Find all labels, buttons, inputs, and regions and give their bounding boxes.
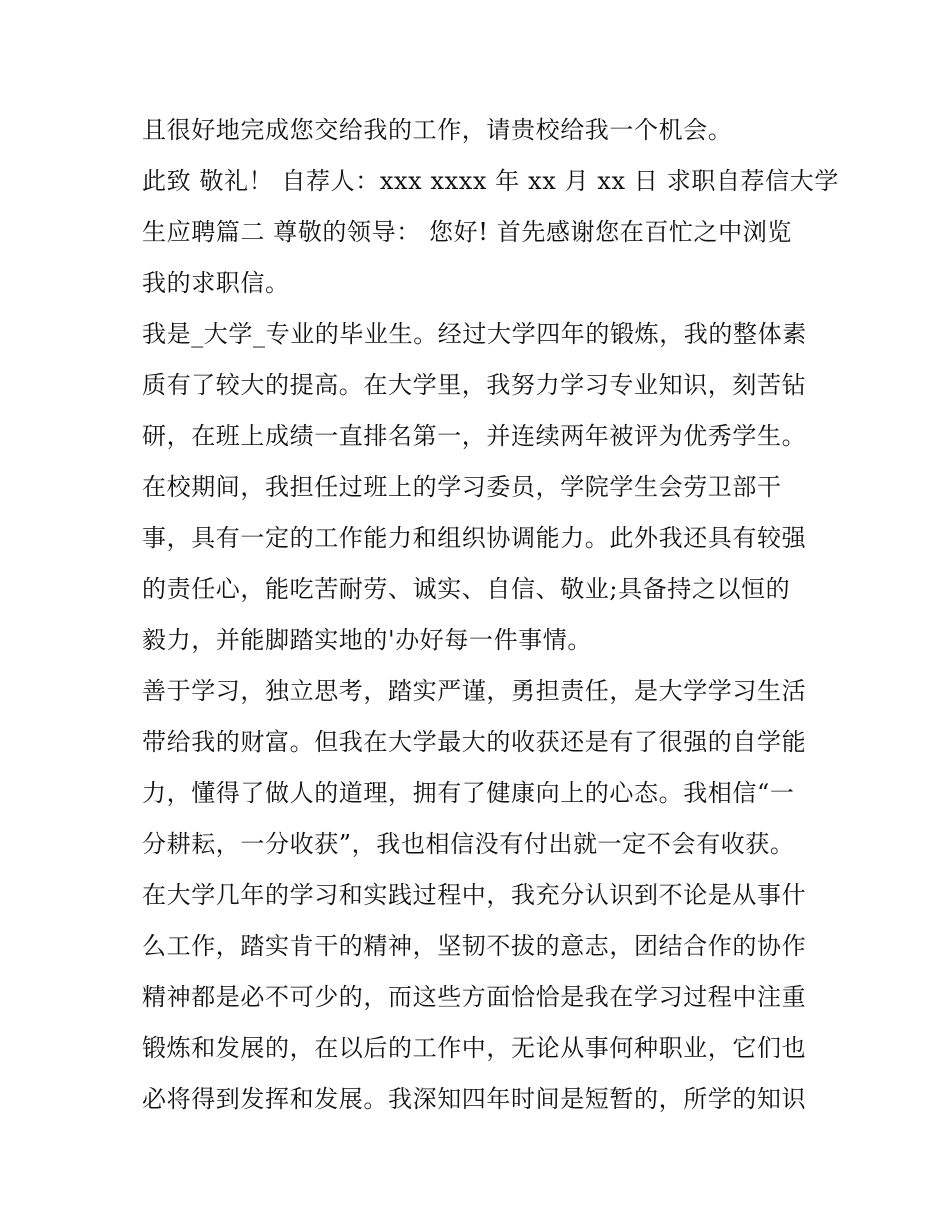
text-line: 毅力，并能脚踏实地的'办好每一件事情。 <box>142 626 592 654</box>
text-line: 么工作，踏实肯干的精神，坚韧不拔的意志，团结合作的协作 <box>142 932 807 960</box>
text-line: 精神都是必不可少的，而这些方面恰恰是我在学习过程中注重 <box>142 983 807 1011</box>
text-line: 且很好地完成您交给我的工作，请贵校给我一个机会。 <box>142 116 733 144</box>
text-line: 我是_大学_专业的毕业生。经过大学四年的锻炼，我的整体素 <box>142 320 807 348</box>
text-line: 研，在班上成绩一直排名第一，并连续两年被评为优秀学生。 <box>142 422 807 450</box>
text-line: 力，懂得了做人的道理，拥有了健康向上的心态。我相信“一 <box>142 779 795 807</box>
text-line: 的责任心，能吃苦耐劳、诚实、自信、敬业;具备持之以恒的 <box>142 575 791 603</box>
text-line: 善于学习，独立思考，踏实严谨，勇担责任，是大学学习生活 <box>142 677 807 705</box>
text-line: 带给我的财富。但我在大学最大的收获还是有了很强的自学能 <box>142 728 807 756</box>
text-line: 锻炼和发展的，在以后的工作中，无论从事何种职业，它们也 <box>142 1034 807 1062</box>
document-body <box>142 110 839 1130</box>
text-line: 在大学几年的学习和实践过程中，我充分认识到不论是从事什 <box>142 881 807 909</box>
text-line: 我的求职信。 <box>142 269 290 297</box>
text-line: 在校期间，我担任过班上的学习委员，学院学生会劳卫部干 <box>142 473 782 501</box>
text-line: 必将得到发挥和发展。我深知四年时间是短暂的，所学的知识 <box>142 1085 807 1113</box>
text-line: 事，具有一定的工作能力和组织协调能力。此外我还具有较强 <box>142 524 807 552</box>
text-line: 分耕耘，一分收获”，我也相信没有付出就一定不会有收获。 <box>142 830 795 858</box>
text-line: 生应聘篇二 尊敬的领导： 您好! 首先感谢您在百忙之中浏览 <box>142 218 792 246</box>
text-line: 质有了较大的提高。在大学里，我努力学习专业知识，刻苦钻 <box>142 371 807 399</box>
text-line: 此致 敬礼！ 自荐人：xxx xxxx 年 xx 月 xx 日 求职自荐信大学 <box>142 167 839 195</box>
